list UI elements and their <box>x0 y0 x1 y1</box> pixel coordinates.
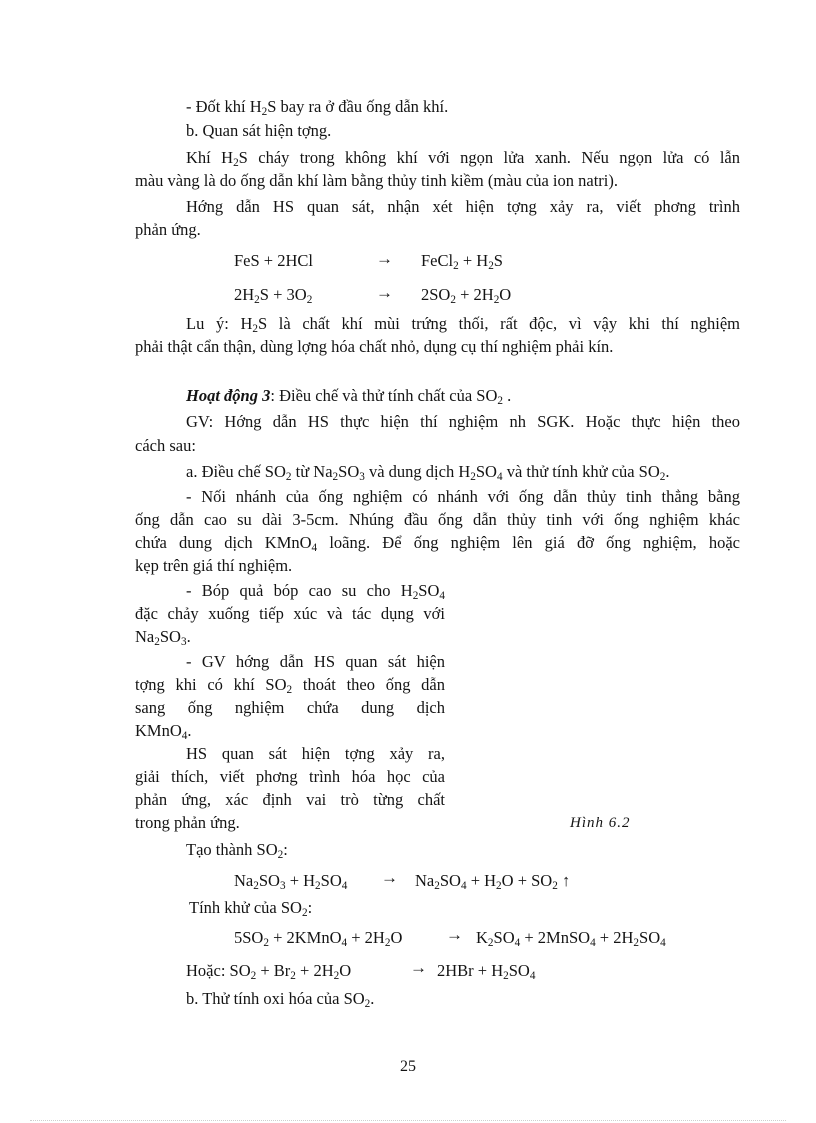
text-line: phản ứng. <box>135 220 201 239</box>
equation: FeS + 2HCl <box>234 251 313 270</box>
equation: $Na_2SO_4 + H_2O + SO_2$ ↑ <box>415 871 571 892</box>
arrow: → <box>376 249 393 268</box>
text-line: phản ứng, xác định vai trò từng chất <box>135 790 445 809</box>
page-number: 25 <box>400 1058 416 1075</box>
figure-caption: Hình 6.2 <box>570 815 631 831</box>
text-line: HS quan sát hiện tợng xảy ra, <box>186 744 445 763</box>
equation: FeCl$_2$ + $H_2S$ <box>421 251 503 272</box>
equation: $2SO_2 + 2H_2O$ <box>421 285 512 306</box>
text-line: Khí $H_2S$ cháy trong không khí với ngọn lửa xanh. Nếu ngọn lửa có lẫn <box>186 148 740 169</box>
text-line: - Đốt khí $H_2S$ bay ra ở đầu ống dẫn khí. <box>186 97 449 118</box>
equation: Hoặc: $SO_2 + Br_2 + 2H_2O$ <box>186 961 352 982</box>
text-line: Hớng dẫn HS quan sát, nhận xét hiện tợng xảy ra, viết phơng trình <box>186 197 740 216</box>
arrow: → <box>381 868 398 887</box>
text-line: màu vàng là do ống dẫn khí làm bằng thủy tinh kiềm (màu của ion natri). <box>135 171 618 190</box>
equation: $2HBr + H_2SO_4$ <box>437 961 536 982</box>
text-line: b. Thử tính oxi hóa của $SO_2$. <box>186 989 375 1010</box>
text-line: Tính khử của $SO_2$: <box>189 898 313 919</box>
text-line: giải thích, viết phơng trình hóa học của <box>135 767 445 786</box>
equation: $Na_2SO_3 + H_2SO_4$ <box>234 871 348 892</box>
text-line: Tạo thành $SO_2$: <box>186 840 288 861</box>
text-line: GV: Hớng dẫn HS thực hiện thí nghiệm nh SGK. Hoặc thực hiện theo <box>186 412 740 431</box>
equation: $K_2SO_4$ + 2MnSO$_4$ + $2H_2SO_4$ <box>476 928 666 949</box>
text-line: $Na_2SO_3$. <box>135 627 191 648</box>
section-heading: Hoạt động 3: Điều chế và thử tính chất của $SO_2$ . <box>186 386 512 407</box>
footer-divider <box>30 1120 786 1121</box>
text-line: KMnO$_4$. <box>135 721 192 742</box>
text-line: chứa dung dịch KMnO$_4$ loãng. Để ống nghiệm lên giá đỡ ống nghiệm, hoặc <box>135 533 740 554</box>
arrow: → <box>410 958 427 977</box>
text-line: b. Quan sát hiện tợng. <box>186 121 332 140</box>
text-line: Lu ý: $H_2S$ là chất khí mùi trứng thối, rất độc, vì vậy khi thí nghiệm <box>186 314 740 335</box>
text-line: tợng khi có khí $SO_2$ thoát theo ống dẫn <box>135 675 445 696</box>
equation: $5SO_2$ + 2KMnO$_4$ + $2H_2O$ <box>234 928 403 949</box>
equation: $2H_2S + 3O_2$ <box>234 285 313 306</box>
text-line: - Bóp quả bóp cao su cho $H_2SO_4$ <box>186 581 445 602</box>
arrow: → <box>376 283 393 302</box>
text-line: cách sau: <box>135 436 196 455</box>
text-line: kẹp trên giá thí nghiệm. <box>135 556 293 575</box>
text-line: ống dẫn cao su dài 3-5cm. Nhúng đầu ống dẫn thủy tinh với ống nghiệm khác <box>135 510 740 529</box>
text-line: đặc chảy xuống tiếp xúc và tác dụng với <box>135 604 445 623</box>
text-line: - Nối nhánh của ống nghiệm có nhánh với ống dẫn thủy tinh thẳng bằng <box>186 487 740 506</box>
arrow: → <box>446 925 463 944</box>
text-line: - GV hớng dẫn HS quan sát hiện <box>186 652 445 671</box>
text-line: sang ống nghiệm chứa dung dịch <box>135 698 445 717</box>
text-line: phải thật cẩn thận, dùng lợng hóa chất nhỏ, dụng cụ thí nghiệm phải kín. <box>135 337 614 356</box>
text-line: a. Điều chế $SO_2$ từ $Na_2SO_3$ và dung dịch $H_2SO_4$ và thử tính khử của $SO_2$. <box>186 462 670 483</box>
text-line: trong phản ứng. <box>135 813 240 832</box>
